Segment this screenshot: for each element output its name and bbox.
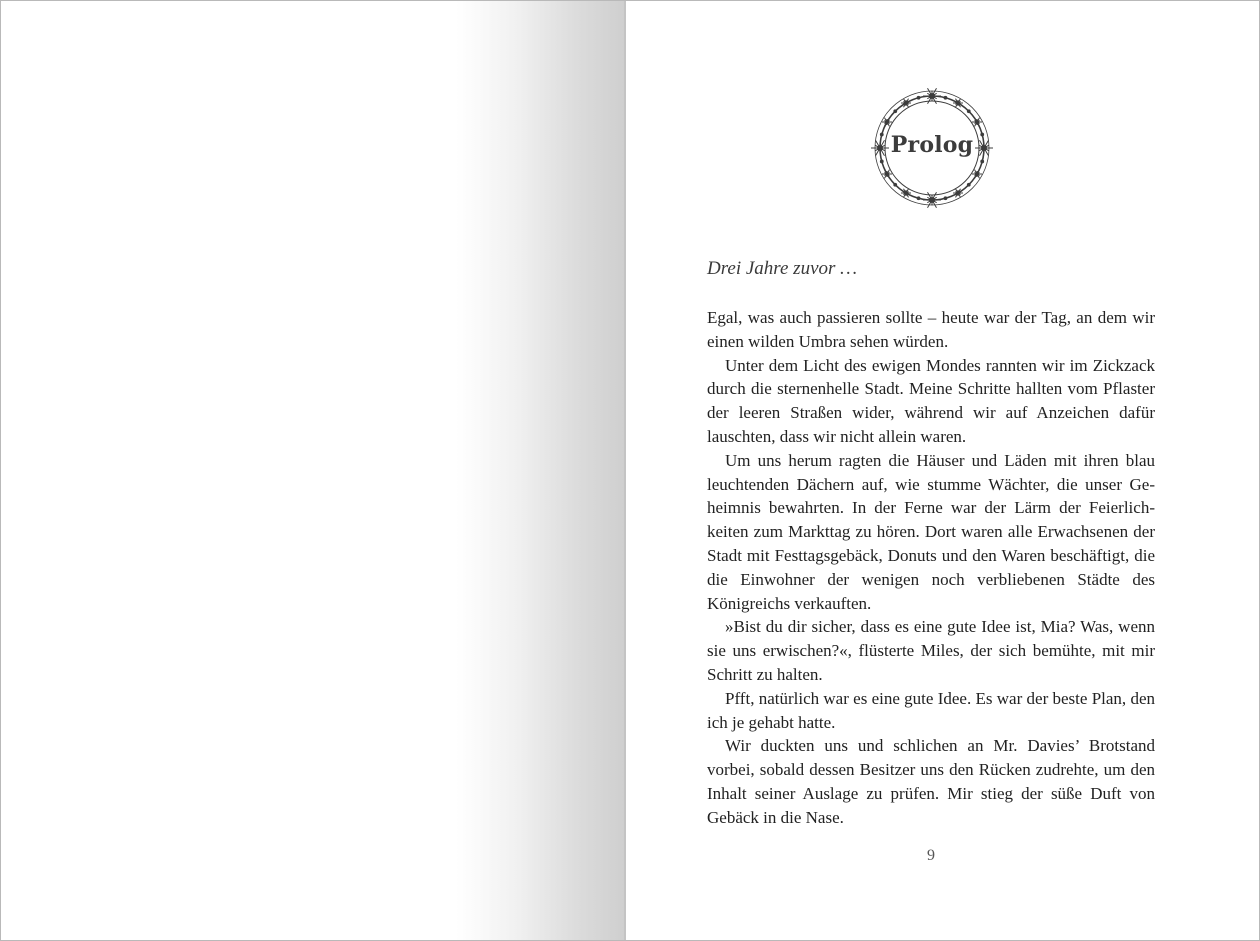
paragraph: Um uns herum ragten die Häuser und Läden mit ihren blau leuchtenden Dächern auf, wie stumme Wächter, die unser Geheimnis bewahrten. In der Ferne war der Lärm der Feierlichkeiten zum Markttag zu hören. Dort waren alle Erwachsenen der Stadt mit Festtagsgebäck, Donuts und den Waren beschäftigt, die die Einwohner der wenigen noch verbliebenen Städte des Königreichs verkauften.	[707, 450, 1155, 613]
paragraph: »Bist du dir sicher, dass es eine gute Idee ist, Mia? Was, wenn sie uns erwischen?«, flüsterte Miles, der sich bemühte, mit mir Schritt zu halten.	[707, 617, 1155, 684]
paragraph: Unter dem Licht des ewigen Mondes rannten wir im Zickzack durch die sternenhelle Stadt. Meine Schritte hallten vom Pflaster der leeren Straßen wider, während wir auf Anzeichen dafür lauschten, dass wir nicht allein waren.	[707, 355, 1155, 446]
wreath-dot-icon	[967, 110, 970, 113]
body-text	[707, 306, 1155, 830]
paragraph: Pfft, natürlich war es eine gute Idee. Es war der beste Plan, den ich je gehabt hatte.	[707, 688, 1155, 732]
wreath-dot-icon	[894, 183, 897, 186]
paragraph: Egal, was auch passieren sollte – heute war der Tag, an dem wir einen wilden Umbra sehen würden.	[707, 308, 1155, 351]
left-page-blank	[1, 1, 625, 940]
wreath-dot-icon	[944, 197, 947, 200]
wreath-dot-icon	[917, 197, 920, 200]
chapter-subheading: Drei Jahre zuvor …	[707, 258, 858, 279]
wreath-dot-icon	[917, 96, 920, 99]
wreath-dot-icon	[894, 110, 897, 113]
chapter-title: Prolog	[890, 132, 974, 158]
wreath-dot-icon	[981, 160, 984, 163]
page-number: 9	[927, 847, 935, 864]
wreath-dot-icon	[880, 160, 883, 163]
wreath-dot-icon	[944, 96, 947, 99]
wreath-dot-icon	[967, 183, 970, 186]
paragraph: Wir duckten uns und schlichen an Mr. Davies’ Brotstand vorbei, sobald dessen Besitzer uns den Rücken zudrehte, um den Inhalt seiner Auslage zu prüfen. Mir stieg der süße Duft von Gebäck in die Nase.	[707, 736, 1155, 827]
